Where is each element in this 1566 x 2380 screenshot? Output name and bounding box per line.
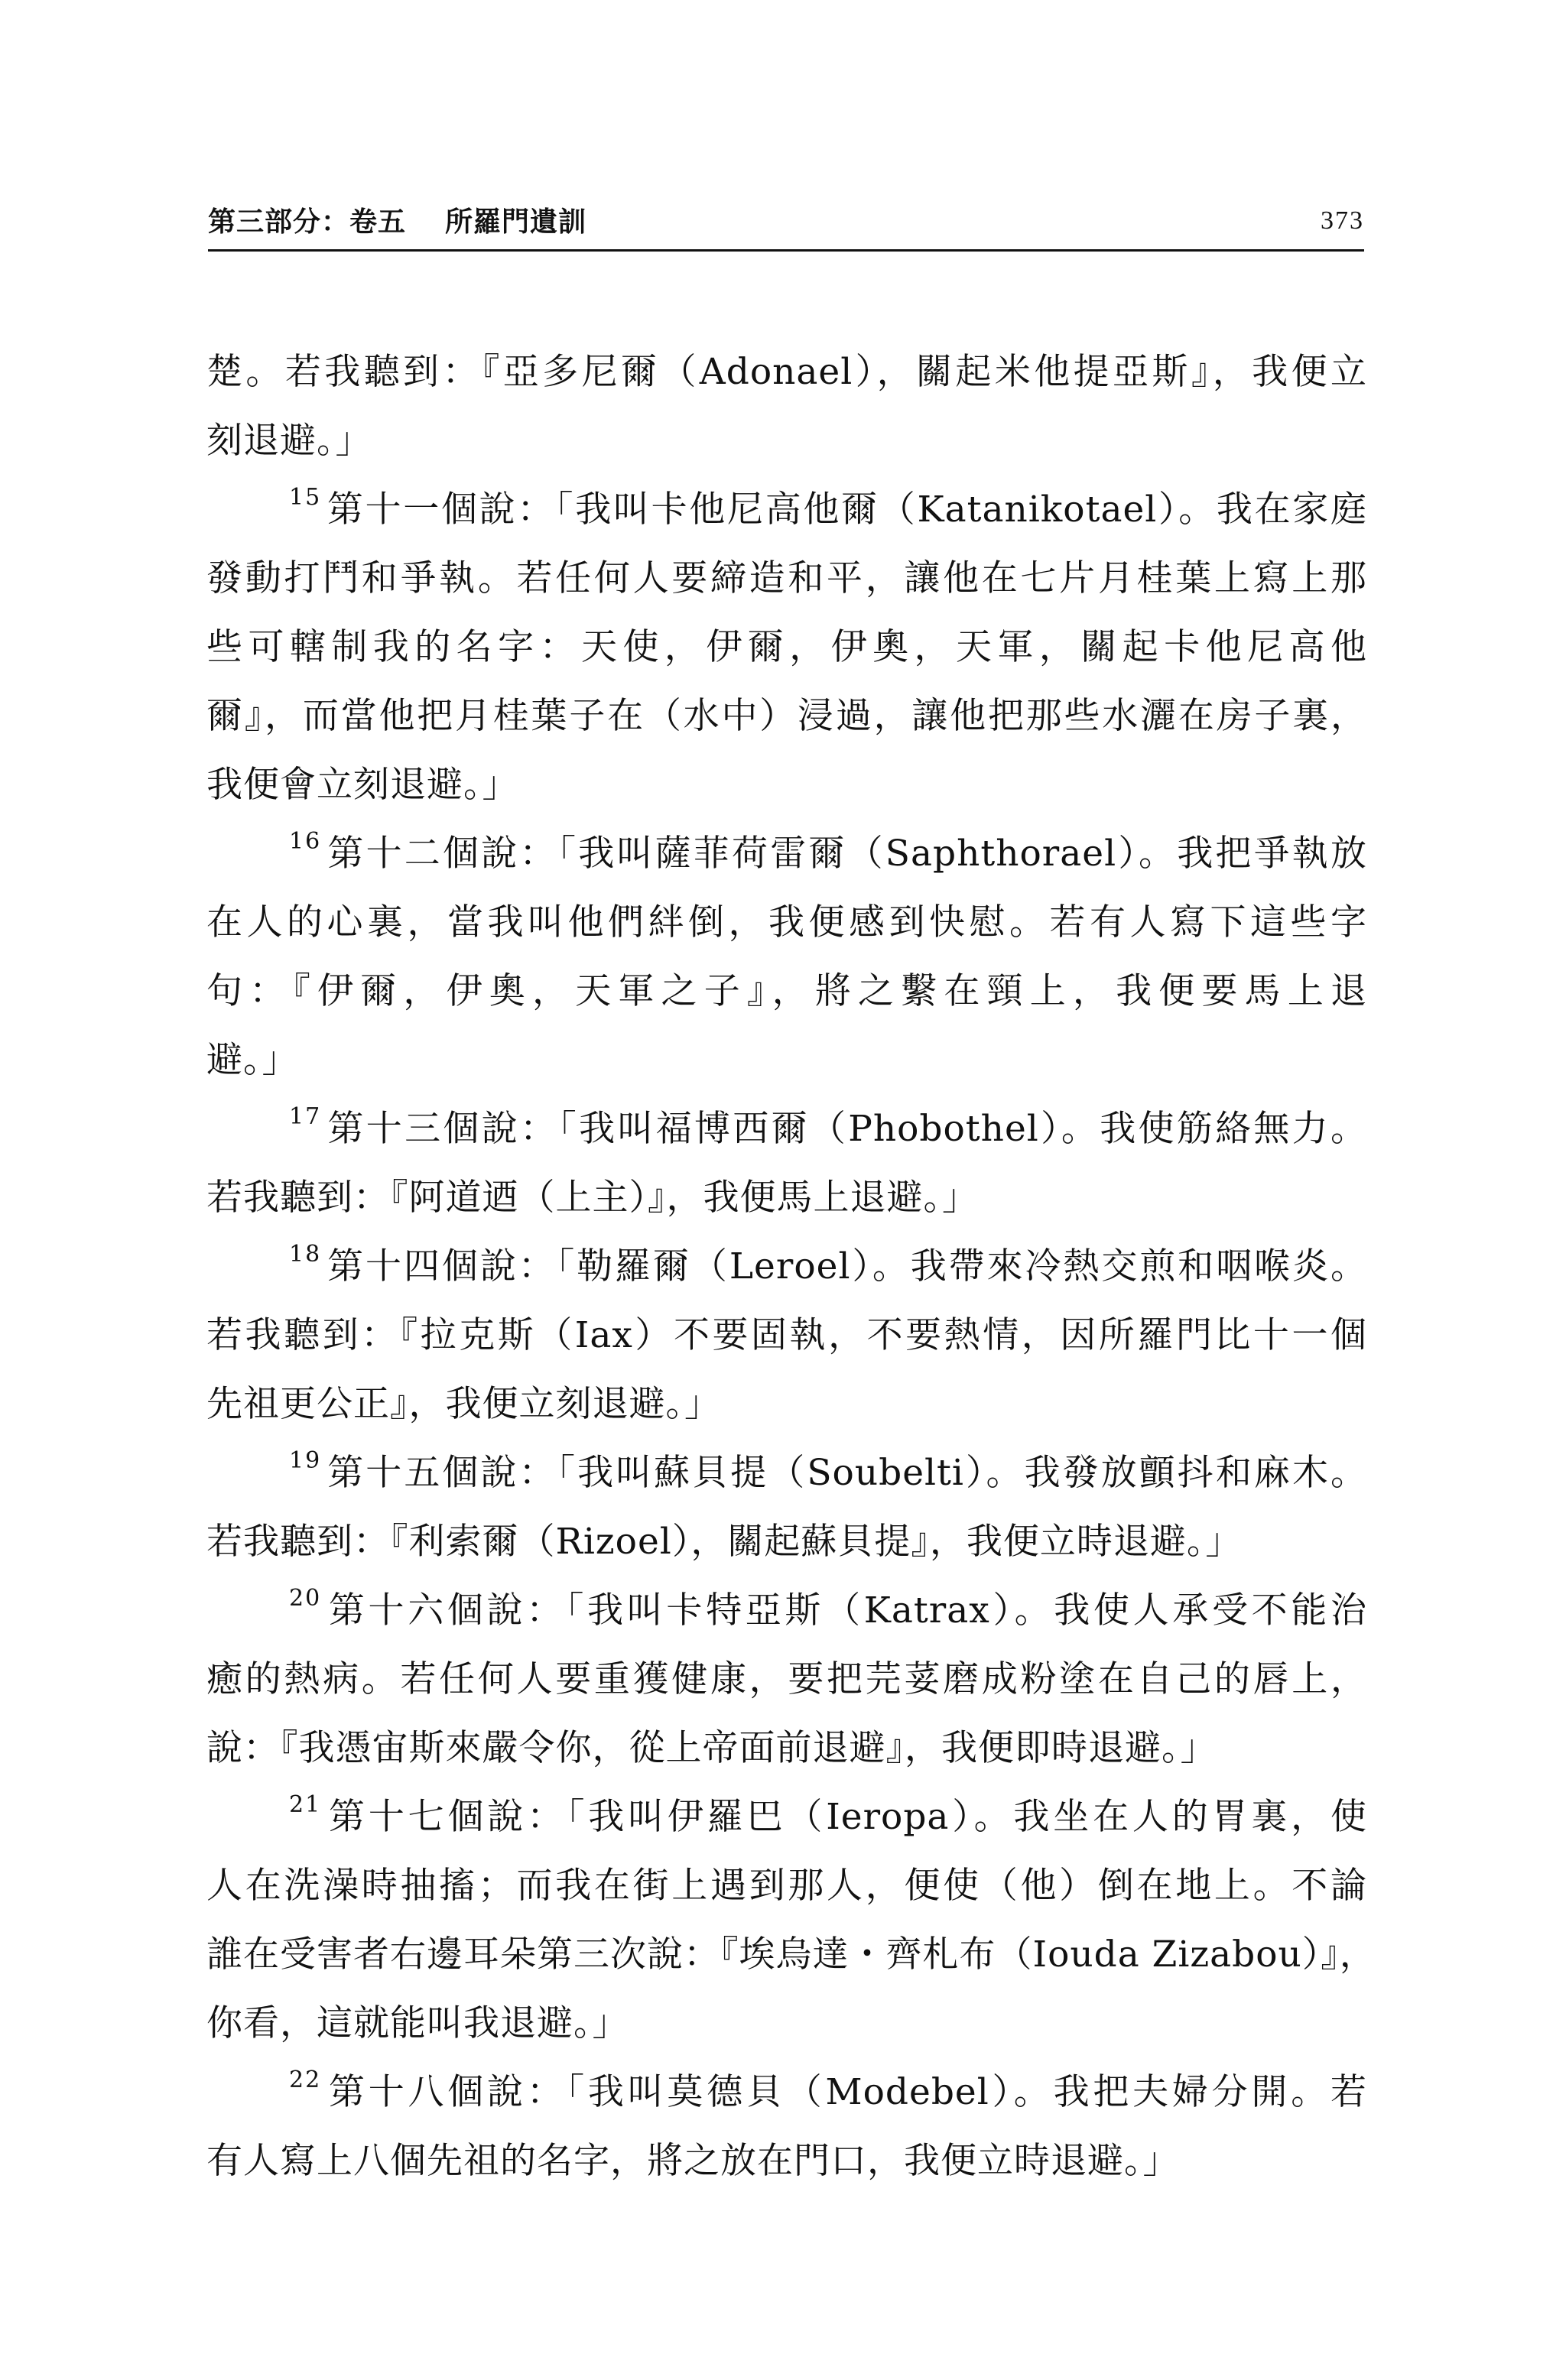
line-text: 第十三個說：「我叫福博西爾（Phobothel）。我使筋絡無力。	[326, 1108, 1367, 1150]
text-line	[206, 1653, 1367, 1722]
line-text: 句：『伊爾，伊奧，天軍之子』，將之繫在頸上，我便要馬上退	[206, 970, 1367, 1012]
line-text: 避。」	[206, 1039, 299, 1081]
line-text: 第十二個說：「我叫薩菲荷雷爾（Saphthorael）。我把爭執放	[326, 833, 1367, 875]
line-text: 若我聽到：『拉克斯（Iax）不要固執，不要熱情，因所羅門比十一個	[206, 1314, 1367, 1356]
verse-number: 19	[289, 1447, 322, 1474]
text-line	[206, 552, 1367, 621]
text-line	[206, 1928, 1376, 1997]
verse-line	[206, 1791, 1367, 1859]
text-line	[206, 1859, 1367, 1928]
line-text: 爾』，而當他把月桂葉子在（水中）浸過，讓他把那些水灑在房子裏，	[206, 695, 1367, 737]
line-text: 第十八個說：「我叫莫德貝（Modebel）。我把夫婦分開。若	[326, 2071, 1367, 2113]
text-line	[206, 1171, 1367, 1240]
text-line	[206, 346, 1367, 414]
line-text: 我便會立刻退避。」	[206, 764, 519, 806]
line-text: 你看，這就能叫我退避。」	[206, 2002, 629, 2044]
line-text: 有人寫上八個先祖的名字，將之放在門口，我便立時退避。」	[206, 2140, 1180, 2182]
line-text: 在人的心裏，當我叫他們絆倒，我便感到快慰。若有人寫下這些字	[206, 901, 1367, 943]
verse-line	[206, 827, 1367, 896]
line-text: 人在洗澡時抽搐；而我在街上遇到那人，便使（他）倒在地上。不論	[206, 1865, 1367, 1907]
line-text: 第十一個說：「我叫卡他尼高他爾（Katanikotael）。我在家庭	[326, 489, 1367, 531]
line-text: 些可轄制我的名字：天使，伊爾，伊奧，天軍，關起卡他尼高他	[206, 626, 1367, 668]
line-text: 刻退避。」	[206, 420, 372, 462]
line-text: 先祖更公正』，我便立刻退避。」	[206, 1383, 721, 1425]
line-text: 第十四個說：「勒羅爾（Leroel）。我帶來冷熱交煎和咽喉炎。	[326, 1245, 1367, 1287]
line-text: 第十六個說：「我叫卡特亞斯（Katrax）。我使人承受不能治	[326, 1589, 1367, 1632]
line-text: 誰在受害者右邊耳朵第三次說：『埃烏達・齊札布（Iouda Zizabou）』，	[206, 1934, 1376, 1976]
text-line	[206, 1515, 1367, 1584]
text-line	[206, 965, 1367, 1034]
body-text	[206, 346, 1376, 2203]
line-text: 癒的熱病。若任何人要重獲健康，要把芫荽磨成粉塗在自己的唇上，	[206, 1658, 1367, 1700]
text-line	[206, 1034, 1367, 1102]
verse-number: 15	[289, 484, 322, 511]
text-line	[206, 1997, 1367, 2066]
text-line	[206, 1309, 1367, 1378]
text-line	[206, 621, 1367, 690]
page-number: 373	[1321, 206, 1364, 235]
running-header	[208, 200, 1364, 248]
line-text: 若我聽到：『阿道迺（上主）』，我便馬上退避。」	[206, 1177, 979, 1219]
line-text: 第十五個說：「我叫蘇貝提（Soubelti）。我發放顫抖和麻木。	[326, 1452, 1367, 1494]
line-text: 若我聽到：『利索爾（Rizoel），關起蘇貝提』，我便立時退避。」	[206, 1521, 1243, 1563]
verse-number: 18	[289, 1241, 322, 1268]
text-line	[206, 1722, 1367, 1791]
chapter-title: 所羅門遺訓	[445, 206, 587, 238]
verse-line	[206, 1584, 1367, 1653]
line-text: 第十七個說：「我叫伊羅巴（Ieropa）。我坐在人的胃裏，使	[326, 1796, 1367, 1838]
text-line	[206, 690, 1367, 758]
line-text: 楚。若我聽到：『亞多尼爾（Adonael），關起米他提亞斯』，我便立	[206, 351, 1367, 393]
line-text: 發動打鬥和爭執。若任何人要締造和平，讓他在七片月桂葉上寫上那	[206, 557, 1367, 599]
text-line	[206, 1378, 1367, 1447]
verse-number: 16	[289, 828, 322, 855]
verse-number: 22	[289, 2067, 322, 2093]
verse-number: 20	[289, 1585, 322, 1612]
line-text: 說：『我憑宙斯來嚴令你，從上帝面前退避』，我便即時退避。」	[206, 1727, 1217, 1769]
verse-number: 21	[289, 1791, 322, 1818]
verse-line	[206, 1240, 1367, 1309]
verse-number: 17	[289, 1103, 322, 1130]
text-line	[206, 2135, 1367, 2203]
verse-line	[206, 2066, 1367, 2135]
text-line	[206, 414, 1367, 483]
verse-line	[206, 1102, 1367, 1171]
section-title: 第三部分：卷五	[208, 206, 407, 238]
verse-line	[206, 1447, 1367, 1515]
header-rule	[208, 249, 1364, 252]
verse-line	[206, 483, 1367, 552]
text-line	[206, 758, 1367, 827]
text-line	[206, 896, 1367, 965]
